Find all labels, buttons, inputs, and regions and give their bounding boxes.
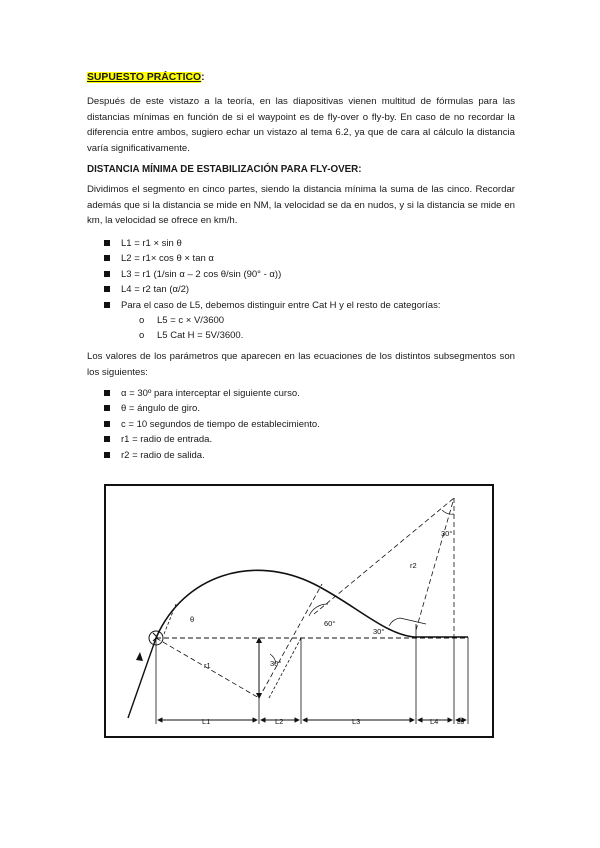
list-item: L4 = r2 tan (α/2) — [104, 282, 440, 297]
label-l3: L3 — [352, 717, 361, 726]
angle-arc-30-top — [442, 510, 454, 514]
label-30-top: 30° — [441, 529, 453, 538]
list-item: θ = ángulo de giro. — [104, 401, 320, 416]
turn-path — [156, 570, 468, 638]
label-r1: r1 — [204, 661, 211, 670]
list-item: o L5 Cat H = 5V/3600. — [139, 330, 244, 342]
bullet-square-icon — [104, 452, 110, 458]
label-theta: θ — [190, 615, 195, 624]
label-l4: L4 — [430, 717, 439, 726]
bullet-square-icon — [104, 405, 110, 411]
bullet-square-icon — [104, 421, 110, 427]
bullet-square-icon — [104, 436, 110, 442]
fly-over-diagram — [104, 484, 494, 738]
label-l1: L1 — [202, 717, 211, 726]
label-30-r2: 30° — [373, 627, 385, 636]
diagram-frame — [105, 485, 493, 737]
track-arrow-icon — [136, 652, 143, 661]
list-item: L3 = r1 (1/sin α – 2 cos θ/sin (90° - α)) — [104, 267, 440, 282]
params-intro-paragraph: Los valores de los parámetros que aparecen en las ecuaciones de los distintos subsegmentos son los siguientes: — [87, 351, 515, 378]
list-item: c = 10 segundos de tiempo de establecimiento. — [104, 417, 320, 432]
inbound-track — [128, 638, 156, 718]
label-60: 60° — [324, 619, 336, 628]
label-30-low: 30° — [270, 659, 282, 668]
label-r2: r2 — [410, 561, 417, 570]
tangent-tick — [400, 618, 426, 624]
angle-arc-30-r2 — [389, 618, 400, 626]
list-item: r1 = radio de entrada. — [104, 432, 320, 447]
params-list — [104, 386, 320, 463]
section-intro-paragraph: Dividimos el segmento en cinco partes, siendo la distancia mínima la suma de las cinco. Recordar además que si la distancia se mide en NM, la velocidad se da en nudos, y si la distancia se mide en km, la velocidad se ofrece en km/h. — [87, 184, 515, 227]
bullet-square-icon — [104, 286, 110, 292]
radius-r2-line — [416, 498, 454, 630]
outer-line-60 — [314, 498, 454, 614]
l5-case-list — [139, 313, 243, 344]
section-heading: DISTANCIA MÍNIMA DE ESTABILIZACIÓN PARA FLY-OVER: — [87, 164, 362, 175]
intro-paragraph: Después de este vistazo a la teoría, en las diapositivas vienen multitud de fórmulas para las distancias mínimas en función de si el waypoint es de fly-over o fly-by. En caso de no recordar la diferencia entre ambos, sugiero echar un vistazo al tema 6.2, ya que de cara al cálculo la distancia varía significativamente. — [87, 96, 515, 154]
formula-list — [104, 236, 440, 313]
practical-case-title: SUPUESTO PRÁCTICO: — [87, 72, 205, 83]
label-l2: L2 — [275, 717, 284, 726]
bullet-square-icon — [104, 240, 110, 246]
list-item: r2 = radio de salida. — [104, 448, 320, 463]
bullet-square-icon — [104, 255, 110, 261]
angle-arc-60 — [309, 604, 328, 616]
list-item: Para el caso de L5, debemos distinguir entre Cat H y el resto de categorías: — [104, 298, 440, 313]
list-item: o L5 = c × V/3600 — [139, 315, 225, 326]
label-l5: L5 — [457, 719, 465, 726]
list-item: α = 30º para interceptar el siguiente curso. — [104, 386, 320, 401]
bullet-square-icon — [104, 302, 110, 308]
list-item: L1 = r1 × sin θ — [104, 236, 440, 251]
bullet-square-icon — [104, 390, 110, 396]
bullet-square-icon — [104, 271, 110, 277]
intercept-30-line — [269, 638, 301, 698]
intercept-line — [259, 584, 322, 698]
list-item: L2 = r1× cos θ × tan α — [104, 251, 440, 266]
